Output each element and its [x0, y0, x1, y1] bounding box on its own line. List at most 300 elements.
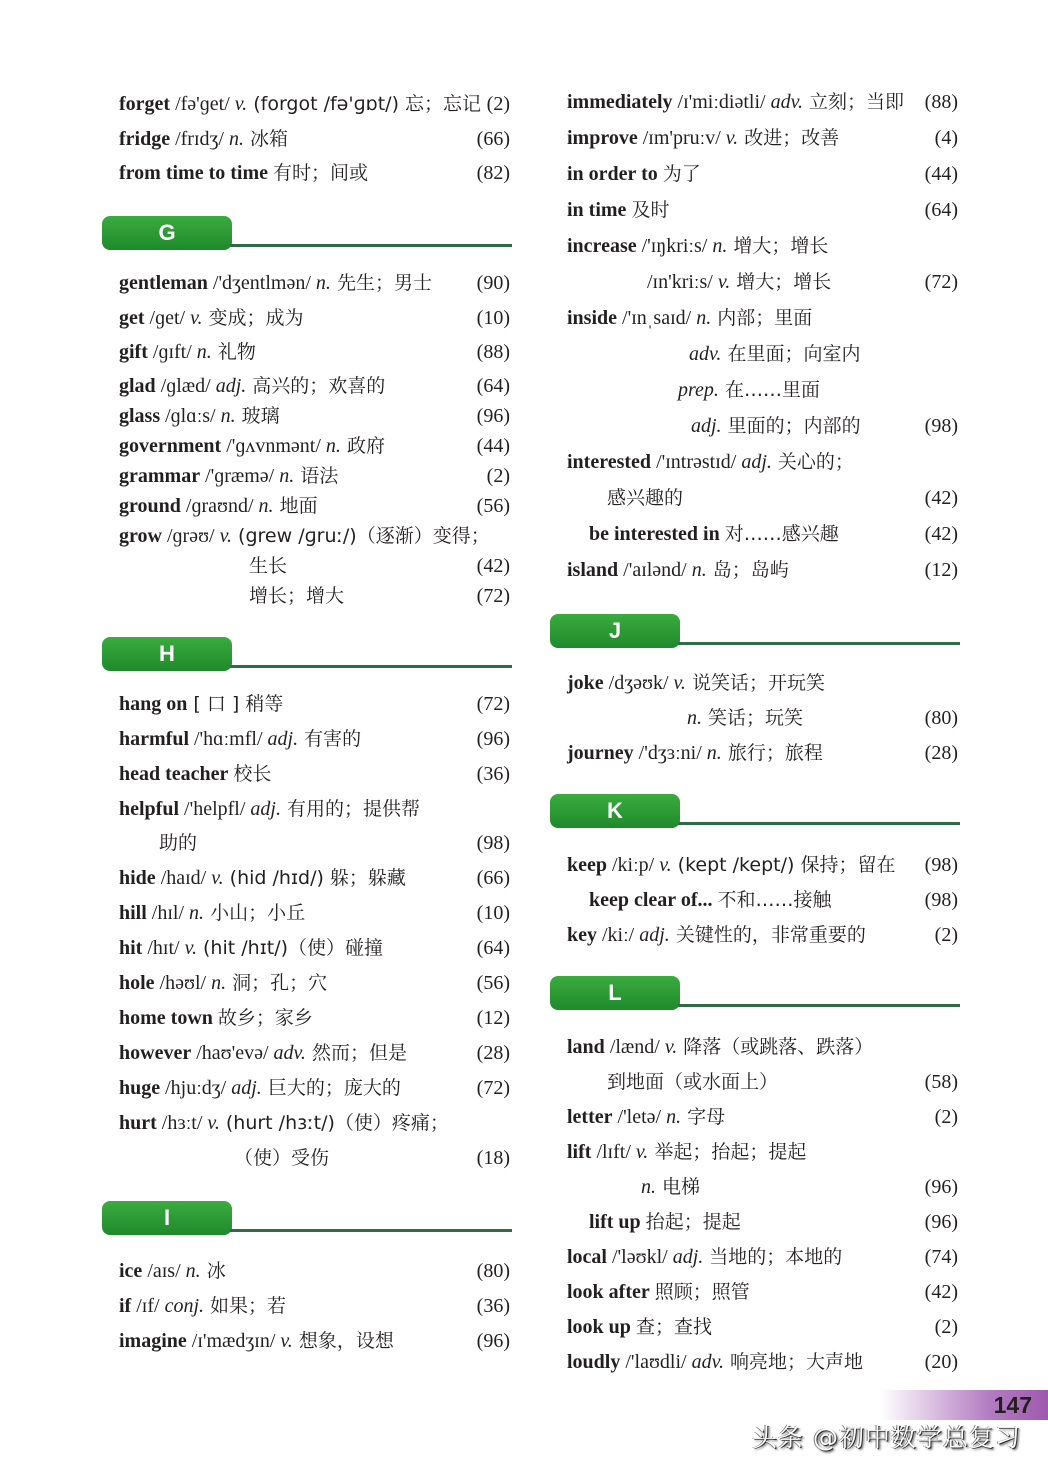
part-of-speech: n. [666, 1106, 682, 1128]
part-of-speech: n. [279, 465, 295, 487]
headword: journey [567, 742, 634, 764]
entry-harmful [110, 724, 510, 754]
headword: lift [567, 1141, 592, 1163]
entry-grow-sense-3 [110, 581, 510, 611]
unit-page-ref: (36) [476, 763, 510, 785]
definition: 有害的 [298, 728, 362, 750]
headword: hang on [119, 693, 188, 715]
unit-page-ref: (18) [476, 1147, 510, 1169]
headword: glass [119, 405, 161, 427]
part-of-speech: v. [664, 1036, 678, 1058]
unit-page-ref: (42) [476, 555, 510, 577]
phonetic: /haɪd/ [155, 867, 212, 889]
unit-page-ref: (66) [476, 867, 510, 889]
headword: grow [119, 525, 162, 547]
entry-grow-sense-2 [110, 551, 510, 581]
part-of-speech: v. [219, 525, 233, 547]
unit-page-ref: (2) [934, 1106, 958, 1128]
headword: in time [567, 199, 627, 221]
unit-page-ref: (98) [924, 415, 958, 437]
unit-page-ref: (10) [476, 307, 510, 329]
definition: 冰箱 [243, 128, 289, 150]
entry-hide [110, 863, 510, 893]
definition: 变成；成为 [202, 307, 304, 329]
section-header-g [102, 216, 512, 252]
entry-local [558, 1242, 958, 1272]
entry-imagine [110, 1326, 510, 1356]
entry-joke [558, 668, 958, 698]
entry-increase [558, 231, 958, 261]
definition: 礼物 [211, 341, 256, 363]
unit-page-ref: (10) [476, 902, 510, 924]
definition: 有用的；提供帮 [280, 798, 421, 820]
phonetic: /hjuːdʒ/ [160, 1077, 232, 1099]
definition: 增长；增大 [249, 585, 345, 607]
headword: in order to [567, 163, 658, 185]
headword: hill [119, 902, 147, 924]
headword: helpful [119, 798, 180, 820]
entry-government [110, 431, 510, 461]
definition: (forgot /fə'ɡɒt/) 忘；忘记 [247, 93, 482, 115]
definition: 当地的；本地的 [703, 1246, 843, 1268]
part-of-speech: adj. [672, 1246, 704, 1268]
entry-increase-verb [558, 267, 958, 297]
definition: 到地面（或水面上） [607, 1071, 779, 1093]
phonetic: /ɡlæd/ [155, 375, 216, 397]
phonetic: /kiː/ [597, 924, 640, 946]
part-of-speech: v. [280, 1330, 293, 1352]
unit-page-ref: (12) [924, 559, 958, 581]
part-of-speech: v. [659, 854, 672, 876]
section-divider [678, 822, 960, 825]
unit-page-ref: (12) [476, 1007, 510, 1029]
unit-page-ref: (44) [476, 435, 510, 457]
part-of-speech: v. [190, 307, 203, 329]
unit-page-ref: (88) [476, 341, 510, 363]
headword: immediately [567, 91, 673, 113]
headword: forget [119, 93, 171, 115]
entry-island [558, 555, 958, 585]
definition: 抬起；提起 [645, 1211, 741, 1233]
unit-page-ref: (56) [476, 972, 510, 994]
headword: look up [567, 1316, 631, 1338]
unit-page-ref: (96) [476, 405, 510, 427]
definition: 说笑话；开玩笑 [685, 672, 825, 694]
part-of-speech: v. [211, 867, 224, 889]
unit-page-ref: (66) [476, 128, 510, 150]
headword: get [119, 307, 145, 329]
phonetic: /'helpfl/ [179, 798, 251, 820]
phonetic: /'ɪntrəstɪd/ [651, 451, 742, 473]
entry-helpful [110, 794, 510, 824]
definition: 政府 [340, 435, 385, 457]
definition: 玻璃 [235, 405, 280, 427]
unit-page-ref: (96) [476, 728, 510, 750]
entry-hurt-cont [110, 1143, 510, 1173]
phonetic: /'aɪlənd/ [618, 559, 692, 581]
definition: 响亮地；大声地 [724, 1351, 864, 1373]
phonetic: /'hɑːmfl/ [189, 728, 268, 750]
section-letter-tab: K [550, 794, 680, 828]
entry-loudly [558, 1347, 958, 1377]
headword: imagine [119, 1330, 187, 1352]
definition: 如果；若 [204, 1295, 287, 1317]
definition: 照顾；照管 [654, 1281, 750, 1303]
unit-page-ref: (80) [924, 707, 958, 729]
section-letter-tab: L [550, 976, 680, 1010]
headword: inside [567, 307, 618, 329]
headword: fridge [119, 128, 171, 150]
entry-gift [110, 337, 510, 367]
headword: ice [119, 1260, 143, 1282]
headword: land [567, 1036, 605, 1058]
definition: 地面 [273, 495, 318, 517]
part-of-speech: v. [673, 672, 686, 694]
definition: 冰 [200, 1260, 226, 1282]
entry-fridge [110, 124, 510, 154]
headword: harmful [119, 728, 189, 750]
unit-page-ref: (44) [924, 163, 958, 185]
entry-inside-prep [558, 375, 958, 405]
phonetic: /lɪft/ [591, 1141, 636, 1163]
definition: 在……里面 [718, 379, 820, 401]
headword: local [567, 1246, 607, 1268]
definition: 关键性的，非常重要的 [669, 924, 866, 946]
definition: 岛；岛屿 [706, 559, 789, 581]
unit-page-ref: (96) [924, 1176, 958, 1198]
section-header-h [102, 637, 512, 673]
section-header-i [102, 1201, 512, 1237]
headword: hit [119, 937, 143, 959]
section-letter-tab: I [102, 1201, 232, 1235]
definition: (hit /hɪt/)（使）碰撞 [196, 937, 384, 959]
entry-keep [558, 850, 958, 880]
entry-land-cont [558, 1067, 958, 1097]
headword: be interested in [589, 523, 720, 545]
part-of-speech: adj. [215, 375, 247, 397]
headword: government [119, 435, 222, 457]
entry-inside-adj [558, 411, 958, 441]
entry-interested-cont [558, 483, 958, 513]
phonetic: /'dʒɜːni/ [633, 742, 707, 764]
entry-grammar [110, 461, 510, 491]
phonetic: /dʒəʊk/ [603, 672, 674, 694]
part-of-speech: n. [687, 707, 702, 729]
unit-page-ref: (64) [476, 937, 510, 959]
headword: look after [567, 1281, 650, 1303]
entry-ice [110, 1256, 510, 1286]
unit-page-ref: (98) [924, 889, 958, 911]
headword: island [567, 559, 619, 581]
entry-lift [558, 1137, 958, 1167]
phonetic: /'ləʊkl/ [607, 1246, 673, 1268]
entry-lift-noun [558, 1172, 958, 1202]
part-of-speech: n. [258, 495, 274, 517]
part-of-speech: n. [315, 272, 331, 294]
headword: gift [119, 341, 148, 363]
headword: home town [119, 1007, 213, 1029]
headword: joke [567, 672, 604, 694]
part-of-speech: adv. [273, 1042, 306, 1064]
headword: huge [119, 1077, 161, 1099]
watermark: 头条 @初中数学总复习 [752, 1423, 1021, 1452]
entry-glad [110, 371, 510, 401]
phonetic: /ɪn'kriːs/ [647, 271, 718, 293]
entry-glass [110, 401, 510, 431]
part-of-speech: n. [196, 341, 212, 363]
part-of-speech: n. [712, 235, 728, 257]
entry-get [110, 303, 510, 333]
entry-look-after [558, 1277, 958, 1307]
entry-key [558, 920, 958, 950]
entry-hill [110, 898, 510, 928]
phonetic: /ɡrəʊ/ [161, 525, 220, 547]
unit-page-ref: (28) [476, 1042, 510, 1064]
unit-page-ref: (2) [934, 1316, 958, 1338]
definition: 对……感兴趣 [724, 523, 839, 545]
definition: 感兴趣的 [607, 487, 684, 509]
definition: 稍等 [245, 693, 284, 715]
definition: 语法 [294, 465, 339, 487]
unit-page-ref: (74) [924, 1246, 958, 1268]
section-letter-tab: H [102, 637, 232, 671]
phonetic: /aɪs/ [142, 1260, 186, 1282]
section-divider [230, 665, 512, 668]
phonetic: /'ɡræmə/ [200, 465, 280, 487]
unit-page-ref: (98) [476, 832, 510, 854]
entry-hurt [110, 1108, 510, 1138]
definition: 改进；改善 [738, 127, 840, 149]
entry-journey [558, 738, 958, 768]
phonetic: /'ɪnˌsaɪd/ [617, 307, 697, 329]
part-of-speech: adj. [691, 415, 722, 437]
unit-page-ref: (36) [476, 1295, 510, 1317]
section-divider [678, 1004, 960, 1007]
part-of-speech: adj. [741, 451, 772, 473]
unit-page-ref: (72) [476, 693, 510, 715]
part-of-speech: n. [691, 559, 707, 581]
section-header-l [550, 976, 960, 1012]
headword: hurt [119, 1112, 157, 1134]
unit-page-ref: (72) [476, 585, 510, 607]
entry-improve [558, 123, 958, 153]
section-letter-tab: J [550, 614, 680, 648]
part-of-speech: v. [635, 1141, 649, 1163]
entry-forget [110, 89, 510, 119]
phonetic: /həʊl/ [154, 972, 212, 994]
headword: increase [567, 235, 637, 257]
phonetic: /ɪ'miːdiətli/ [672, 91, 771, 113]
entry-from-time-to-time [110, 158, 510, 188]
definition: (hurt /hɜːt/)（使）疼痛； [219, 1112, 449, 1134]
headword: keep [567, 854, 607, 876]
part-of-speech: n. [185, 1260, 201, 1282]
definition: 增大；增长 [727, 235, 829, 257]
part-of-speech: prep. [678, 379, 719, 401]
entry-look-up [558, 1312, 958, 1342]
headword: gentleman [119, 272, 208, 294]
section-divider [678, 642, 960, 645]
part-of-speech: adj. [639, 924, 670, 946]
definition: (grew /ɡruː/)（逐渐）变得； [232, 525, 490, 547]
definition: 内部；里面 [711, 307, 813, 329]
entry-keep-clear-of [558, 885, 958, 915]
entry-inside [558, 303, 958, 333]
part-of-speech: n. [641, 1176, 656, 1198]
entry-land [558, 1032, 958, 1062]
entry-letter [558, 1102, 958, 1132]
definition: 举起；抬起；提起 [648, 1141, 807, 1163]
definition: (hid /hɪd/) 躲；躲藏 [223, 867, 406, 889]
page-number-bar [880, 1390, 1048, 1420]
phonetic: /hɜːt/ [156, 1112, 208, 1134]
part-of-speech: adj. [250, 798, 281, 820]
definition: 立刻；当即 [802, 91, 905, 113]
unit-page-ref: (64) [924, 199, 958, 221]
definition: （使）受伤 [234, 1147, 330, 1169]
unit-page-ref: (88) [924, 91, 958, 113]
headword: grammar [119, 465, 201, 487]
part-of-speech: n. [706, 742, 722, 764]
entry-huge [110, 1073, 510, 1103]
unit-page-ref: (28) [924, 742, 958, 764]
section-header-k [550, 794, 960, 830]
phonetic: /frɪdʒ/ [170, 128, 229, 150]
headword: interested [567, 451, 652, 473]
definition: 然而；但是 [305, 1042, 407, 1064]
entry-inside-adv [558, 339, 958, 369]
phonetic: /ɡraʊnd/ [180, 495, 259, 517]
part-of-speech: adv. [689, 343, 722, 365]
definition: 旅行；旅程 [721, 742, 823, 764]
headword: loudly [567, 1351, 621, 1373]
part-of-speech: n. [211, 972, 227, 994]
definition: 为了 [662, 163, 701, 185]
unit-page-ref: (42) [924, 523, 958, 545]
part-of-speech: adj. [231, 1077, 262, 1099]
headword: improve [567, 127, 638, 149]
part-of-speech: v. [717, 271, 731, 293]
phonetic: /ɡet/ [144, 307, 191, 329]
unit-page-ref: (80) [476, 1260, 510, 1282]
entry-head-teacher [110, 759, 510, 789]
definition: 字母 [681, 1106, 726, 1128]
definition: 降落（或跳落、跌落） [677, 1036, 874, 1058]
definition: 里面的；内部的 [721, 415, 861, 437]
part-of-speech: adj. [267, 728, 299, 750]
part-of-speech: n. [325, 435, 341, 457]
unit-page-ref: (4) [934, 127, 958, 149]
definition: 助的 [159, 832, 198, 854]
phonetic: /haʊ'evə/ [191, 1042, 274, 1064]
entry-ground [110, 491, 510, 521]
entry-hit [110, 933, 510, 963]
definition: 在里面；向室内 [721, 343, 861, 365]
part-of-speech: n. [220, 405, 236, 427]
headword: hide [119, 867, 156, 889]
unit-page-ref: (58) [924, 1071, 958, 1093]
definition: 及时 [631, 199, 670, 221]
headword: glad [119, 375, 156, 397]
usage-label: [ 口 ] [187, 693, 246, 715]
entry-if [110, 1291, 510, 1321]
definition: 高兴的；欢喜的 [246, 375, 386, 397]
section-divider [230, 1229, 512, 1232]
part-of-speech: adv. [691, 1351, 725, 1373]
unit-page-ref: (2) [934, 924, 958, 946]
part-of-speech: v. [207, 1112, 220, 1134]
entry-in-time [558, 195, 958, 225]
phonetic: /ɪ'mædʒɪn/ [186, 1330, 281, 1352]
definition: (kept /kept/) 保持；留在 [671, 854, 896, 876]
headword: however [119, 1042, 192, 1064]
unit-page-ref: (96) [924, 1211, 958, 1233]
phonetic: /ɪf/ [131, 1295, 165, 1317]
definition: 增大；增长 [730, 271, 832, 293]
entry-home-town [110, 1003, 510, 1033]
definition: 小山；小丘 [204, 902, 306, 924]
phonetic: /ɪm'pruːv/ [637, 127, 726, 149]
unit-page-ref: (20) [924, 1351, 958, 1373]
entry-hole [110, 968, 510, 998]
entry-helpful-cont [110, 828, 510, 858]
phonetic: /fə'ɡet/ [170, 93, 235, 115]
entry-be-interested-in [558, 519, 958, 549]
headword: if [119, 1295, 132, 1317]
unit-page-ref: (2) [486, 465, 510, 487]
entry-interested [558, 447, 958, 477]
headword: lift up [589, 1211, 641, 1233]
definition: 关心的； [771, 451, 854, 473]
definition: 电梯 [656, 1176, 701, 1198]
part-of-speech: n. [189, 902, 205, 924]
unit-page-ref: (72) [476, 1077, 510, 1099]
entry-however [110, 1038, 510, 1068]
definition: 校长 [233, 763, 272, 785]
headword: head teacher [119, 763, 229, 785]
entry-immediately [558, 87, 958, 117]
unit-page-ref: (96) [476, 1330, 510, 1352]
unit-page-ref: (82) [476, 162, 510, 184]
phonetic: /'laʊdli/ [620, 1351, 692, 1373]
unit-page-ref: (90) [476, 272, 510, 294]
page-number: 147 [993, 1392, 1032, 1418]
definition: 洞；孔；穴 [226, 972, 328, 994]
unit-page-ref: (56) [476, 495, 510, 517]
phonetic: /'letə/ [612, 1106, 667, 1128]
definition: 生长 [249, 555, 288, 577]
definition: 笑话；玩笑 [702, 707, 804, 729]
part-of-speech: conj. [164, 1295, 204, 1317]
unit-page-ref: (42) [924, 1281, 958, 1303]
part-of-speech: v. [234, 93, 248, 115]
entry-lift-up [558, 1207, 958, 1237]
unit-page-ref: (42) [924, 487, 958, 509]
entry-hang-on [110, 689, 510, 719]
section-divider [230, 244, 512, 247]
unit-page-ref: (2) [486, 93, 510, 115]
headword: keep clear of... [589, 889, 713, 911]
unit-page-ref: (72) [924, 271, 958, 293]
phonetic: /'dʒentlmən/ [207, 272, 316, 294]
phonetic: /ɡlɑːs/ [160, 405, 221, 427]
phonetic: /kiːp/ [607, 854, 660, 876]
phonetic: /ɡɪft/ [147, 341, 197, 363]
definition: 巨大的；庞大的 [261, 1077, 401, 1099]
entry-in-order-to [558, 159, 958, 189]
phonetic: /hɪl/ [146, 902, 190, 924]
phonetic: /'ɪŋkriːs/ [636, 235, 713, 257]
